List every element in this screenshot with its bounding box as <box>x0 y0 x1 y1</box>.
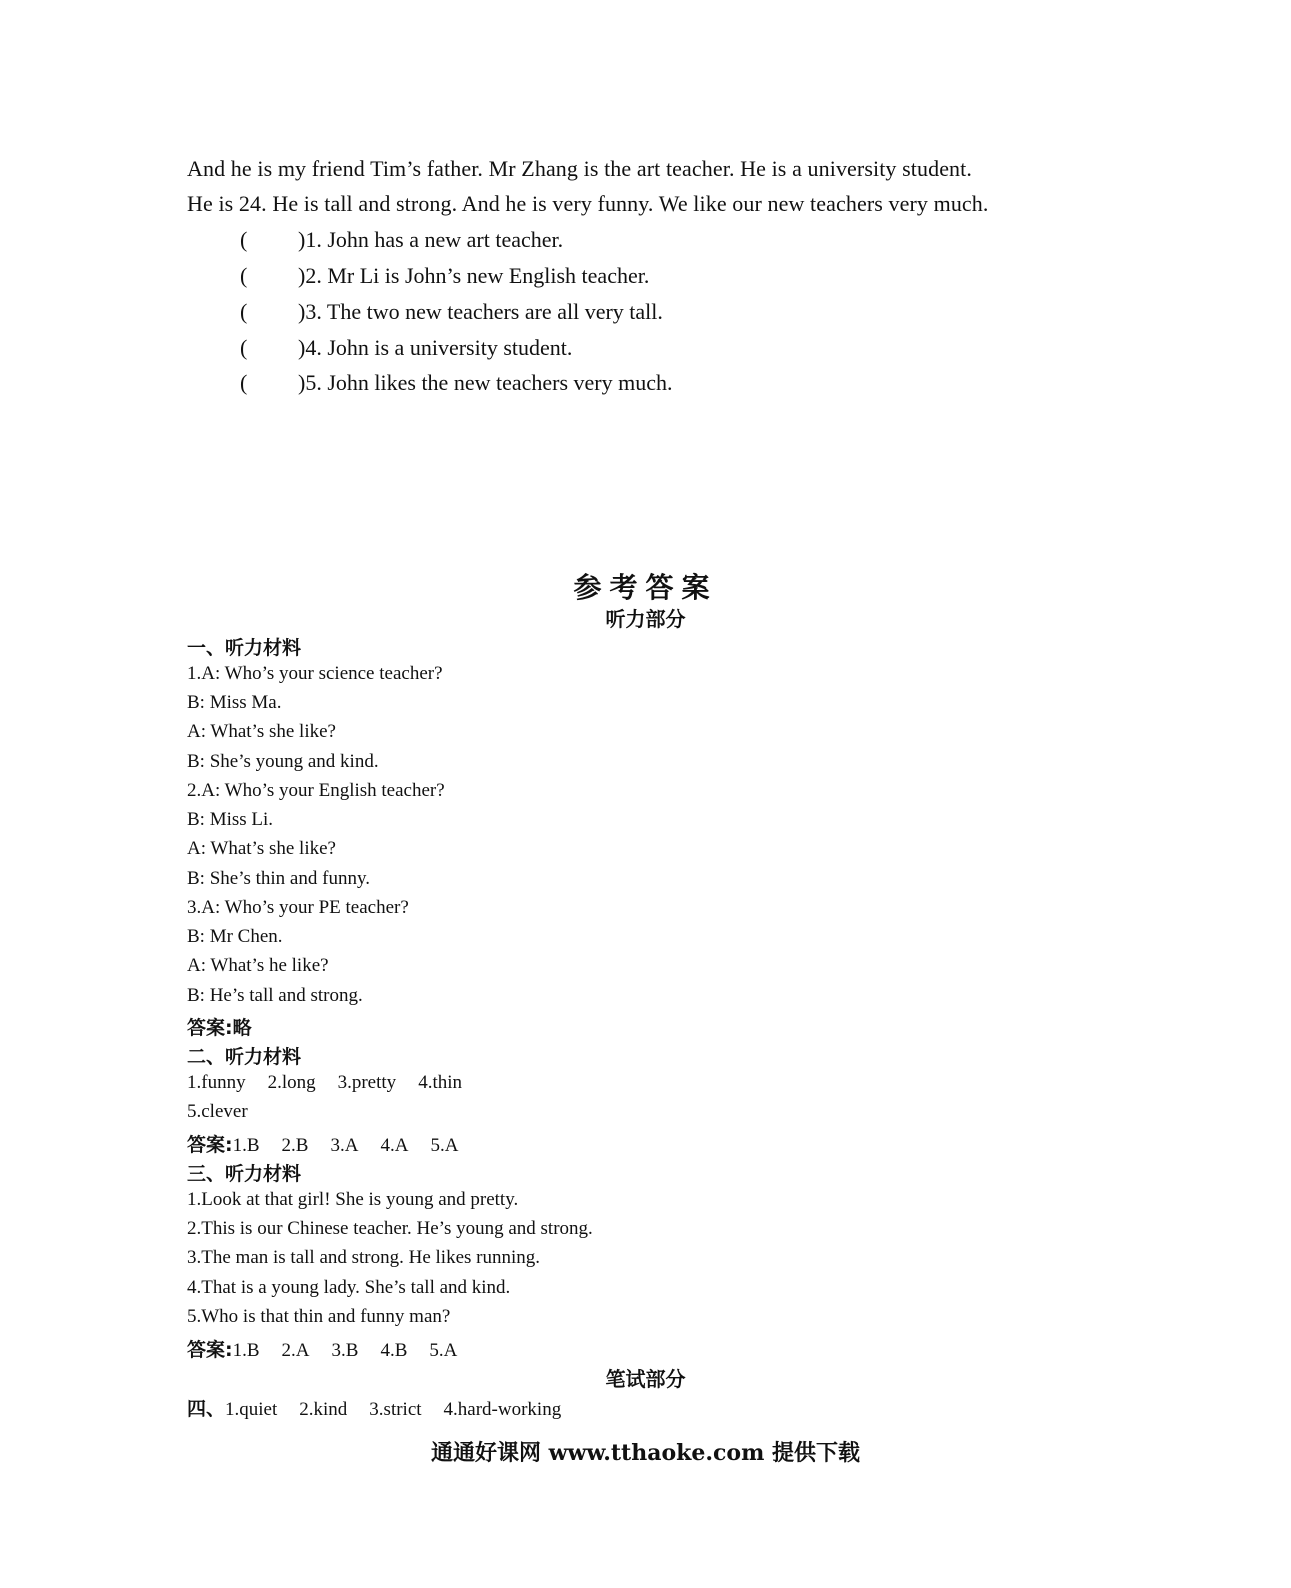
footer-text: 通通好课网 www.tthaoke.com 提供下载 <box>430 1440 861 1466</box>
dialogue-line: A: What’s she like? <box>187 721 336 742</box>
section-4-answer: 四、1.quiet 2.kind 3.strict 4.hard-working <box>187 1398 562 1420</box>
dialogue-line: 2.A: Who’s your English teacher? <box>187 780 445 801</box>
section-3-heading: 三、听力材料 <box>187 1163 302 1185</box>
section-1-heading: 一、听力材料 <box>187 637 302 659</box>
section-2-answer: 答案:1.B 2.B 3.A 4.A 5.A <box>187 1134 459 1156</box>
dialogue-line: 1.A: Who’s your science teacher? <box>187 663 443 684</box>
judgement-item: ( )1. John has a new art teacher. <box>240 227 564 252</box>
sentence-line: 1.Look at that girl! She is young and pretty. <box>187 1189 519 1210</box>
passage-line-1: And he is my friend Tim’s father. Mr Zhang is the art teacher. He is a university student. <box>187 156 972 181</box>
dialogue-line: A: What’s she like? <box>187 838 336 859</box>
judgement-item: ( )3. The two new teachers are all very tall. <box>240 299 663 324</box>
section-2-words: 1.funny 2.long 3.pretty 4.thin <box>187 1072 462 1093</box>
section-2-heading: 二、听力材料 <box>187 1046 302 1068</box>
listening-section-title: 听力部分 <box>605 607 686 631</box>
judgement-item: ( )5. John likes the new teachers very much. <box>240 370 673 395</box>
dialogue-line: B: She’s thin and funny. <box>187 868 370 889</box>
dialogue-line: A: What’s he like? <box>187 955 329 976</box>
judgement-item: ( )4. John is a university student. <box>240 335 573 360</box>
dialogue-line: B: He’s tall and strong. <box>187 985 363 1006</box>
dialogue-line: B: She’s young and kind. <box>187 751 379 772</box>
section-1-answer: 答案:略 <box>187 1017 252 1039</box>
judgement-item: ( )2. Mr Li is John’s new English teacher. <box>240 263 650 288</box>
section-3-answer: 答案:1.B 2.A 3.B 4.B 5.A <box>187 1339 458 1361</box>
sentence-line: 5.Who is that thin and funny man? <box>187 1306 451 1327</box>
passage-line-2: He is 24. He is tall and strong. And he is very funny. We like our new teachers very much. <box>187 191 989 216</box>
sentence-line: 3.The man is tall and strong. He likes running. <box>187 1247 541 1268</box>
sentence-line: 4.That is a young lady. She’s tall and kind. <box>187 1277 511 1298</box>
dialogue-line: 3.A: Who’s your PE teacher? <box>187 897 409 918</box>
answer-key-title: 参考答案 <box>573 571 718 604</box>
dialogue-line: B: Miss Ma. <box>187 692 282 713</box>
section-2-words-2: 5.clever <box>187 1101 248 1122</box>
dialogue-line: B: Mr Chen. <box>187 926 283 947</box>
dialogue-line: B: Miss Li. <box>187 809 274 830</box>
sentence-line: 2.This is our Chinese teacher. He’s young and strong. <box>187 1218 593 1239</box>
written-section-title: 笔试部分 <box>605 1367 686 1391</box>
